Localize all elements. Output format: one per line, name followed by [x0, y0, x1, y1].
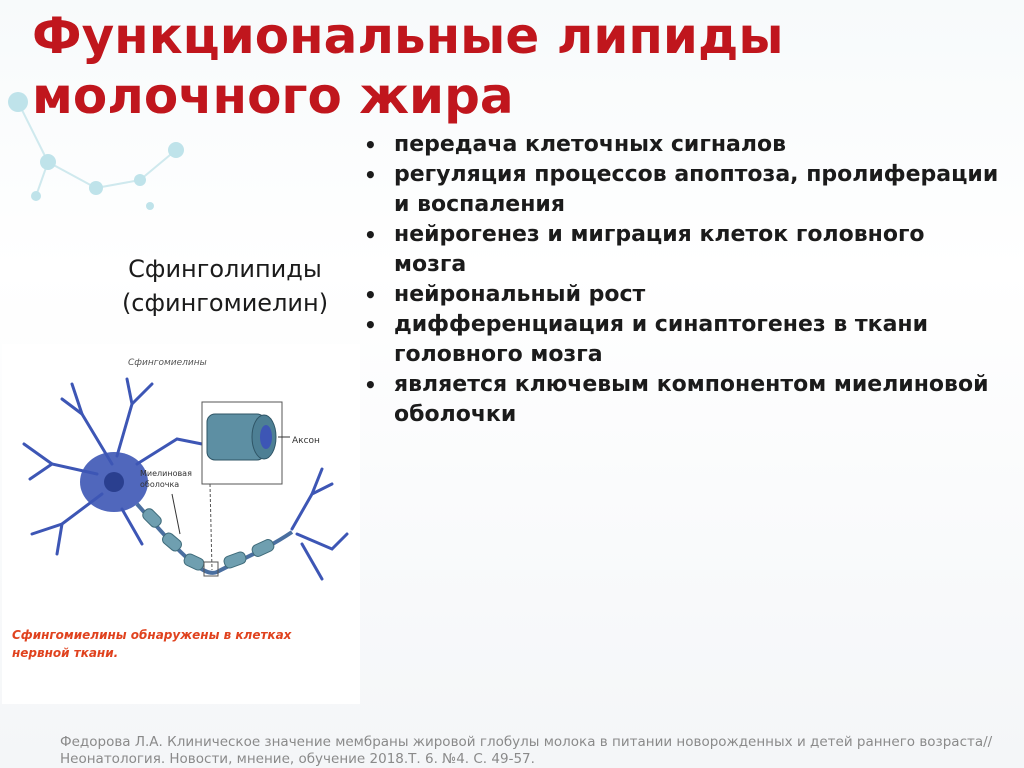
bullet-dot: • — [364, 313, 377, 337]
bullet-item — [360, 280, 1000, 310]
bullet-text: дифференциация и синаптогенез в ткани головного мозга — [394, 312, 929, 367]
bullet-text: нейрональный рост — [394, 282, 646, 307]
figure-title: Сфингомиелины — [128, 358, 207, 368]
bullet-text: нейрогенез и миграция клеток головного мозга — [394, 222, 925, 277]
figure-caption: Сфингомиелины обнаружены в клетках нервной ткани. — [12, 628, 292, 660]
sphingolipids-label — [100, 252, 350, 320]
bullet-text: передача клеточных сигналов — [394, 132, 787, 157]
axon-label: Аксон — [292, 436, 320, 446]
bullet-item — [360, 310, 1000, 370]
bullet-text: является ключевым компонентом миелиновой оболочки — [394, 372, 989, 427]
bullet-item — [360, 370, 1000, 430]
label-line-1: Сфинголипиды — [128, 255, 322, 283]
slide-title: Функциональные липиды молочного жира — [32, 7, 784, 125]
neuron-figure — [2, 344, 360, 704]
bullet-dot: • — [364, 223, 377, 247]
bullet-dot: • — [364, 373, 377, 397]
bullet-item — [360, 160, 1000, 220]
bullet-dot: • — [364, 133, 377, 157]
bullet-item — [360, 130, 1000, 160]
bullet-item — [360, 220, 1000, 280]
bullet-text: регуляция процессов апоптоза, пролиферации и воспаления — [394, 162, 999, 217]
bullet-dot: • — [364, 283, 377, 307]
myelin-label: Миелиновая оболочка — [140, 469, 192, 489]
label-line-2: (сфингомиелин) — [121, 289, 329, 317]
bullet-list — [360, 130, 1000, 430]
citation: Федорова Л.А. Клиническое значение мембраны жировой глобулы молока в питании новорожденных и детей раннего возраста// Неонатология. Новости, мнение, обучение 2018.Т. 6. №4. С. 49-57. — [60, 734, 993, 767]
bullet-dot: • — [364, 163, 377, 187]
